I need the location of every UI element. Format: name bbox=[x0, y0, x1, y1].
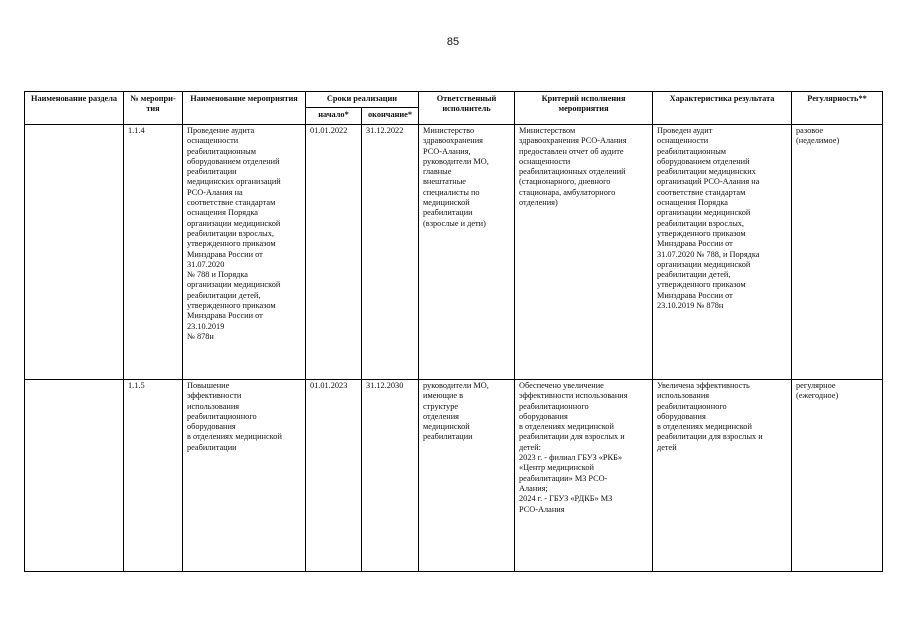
cell-end: 31.12.2022 bbox=[362, 125, 419, 380]
events-table bbox=[24, 91, 883, 572]
cell-executor: руководители МО, имеющие в структуре отделения медицинской реабилитации bbox=[419, 380, 515, 572]
header-executor: Ответственный исполнитель bbox=[419, 92, 515, 125]
cell-end: 31.12.2030 bbox=[362, 380, 419, 572]
header-number: № меропри-тия bbox=[124, 92, 183, 125]
header-criterion: Критерий исполнения мероприятия bbox=[515, 92, 653, 125]
cell-event-name: Проведение аудита оснащенности реабилитационным оборудованием отделений реабилитации медицинских организаций РСО-Алания на соответствие стандартам оснащения Порядка организации медицинской реабилитации взрослых, утвержденного приказом Минздрава России от 31.07.2020 № 788 и Порядка организации медицинской реабилитации детей, утвержденного приказом Минздрава России от 23.10.2019 № 878н bbox=[183, 125, 306, 380]
page-number: 85 bbox=[446, 36, 460, 48]
header-section: Наименование раздела bbox=[25, 92, 124, 125]
header-end: окончание* bbox=[362, 108, 419, 125]
header-regularity: Регулярность** bbox=[792, 92, 883, 125]
header-terms: Сроки реализации bbox=[306, 92, 419, 108]
cell-result: Увеличена эффективность использования реабилитационного оборудования в отделениях медицинской реабилитации для взрослых и детей bbox=[653, 380, 792, 572]
cell-section bbox=[25, 380, 124, 572]
table-row bbox=[25, 380, 883, 572]
cell-event-name: Повышение эффективности использования реабилитационного оборудования в отделениях медицинской реабилитации bbox=[183, 380, 306, 572]
cell-section bbox=[25, 125, 124, 380]
cell-start: 01.01.2022 bbox=[306, 125, 362, 380]
header-result: Характеристика результата bbox=[653, 92, 792, 125]
cell-result: Проведен аудит оснащенности реабилитационным оборудованием отделений реабилитации медицинских организаций РСО-Алания на соответствие стандартам оснащения Порядка организации медицинской реабилитации взрослых, утвержденного приказом Минздрава России от 31.07.2020 № 788, и Порядка организации медицинской реабилитации детей, утвержденного приказом Минздрава России от 23.10.2019 № 878н bbox=[653, 125, 792, 380]
cell-start: 01.01.2023 bbox=[306, 380, 362, 572]
header-start: начало* bbox=[306, 108, 362, 125]
cell-criterion: Министерством здравоохранения РСО-Алания предоставлен отчет об аудите оснащенности реабилитационных отделений (стационарного, дневного стационара, амбулаторного отделения) bbox=[515, 125, 653, 380]
cell-criterion: Обеспечено увеличение эффективности использования реабилитационного оборудования в отделениях медицинской реабилитации для взрослых и детей: 2023 г. - филиал ГБУЗ «РКБ» «Центр медицинской реабилитации» МЗ РСО- Алания; 2024 г. - ГБУЗ «РДКБ» МЗ РСО-Алания bbox=[515, 380, 653, 572]
cell-number: 1.1.4 bbox=[124, 125, 183, 380]
cell-number: 1.1.5 bbox=[124, 380, 183, 572]
header-event-name: Наименование мероприятия bbox=[183, 92, 306, 125]
cell-regularity: регулярное (ежегодное) bbox=[792, 380, 883, 572]
table-row bbox=[25, 125, 883, 380]
cell-regularity: разовое (неделимое) bbox=[792, 125, 883, 380]
table-header-row bbox=[25, 92, 883, 108]
cell-executor: Министерство здравоохранения РСО-Алания, руководители МО, главные внештатные специалисты по медицинской реабилитации (взрослые и дети) bbox=[419, 125, 515, 380]
